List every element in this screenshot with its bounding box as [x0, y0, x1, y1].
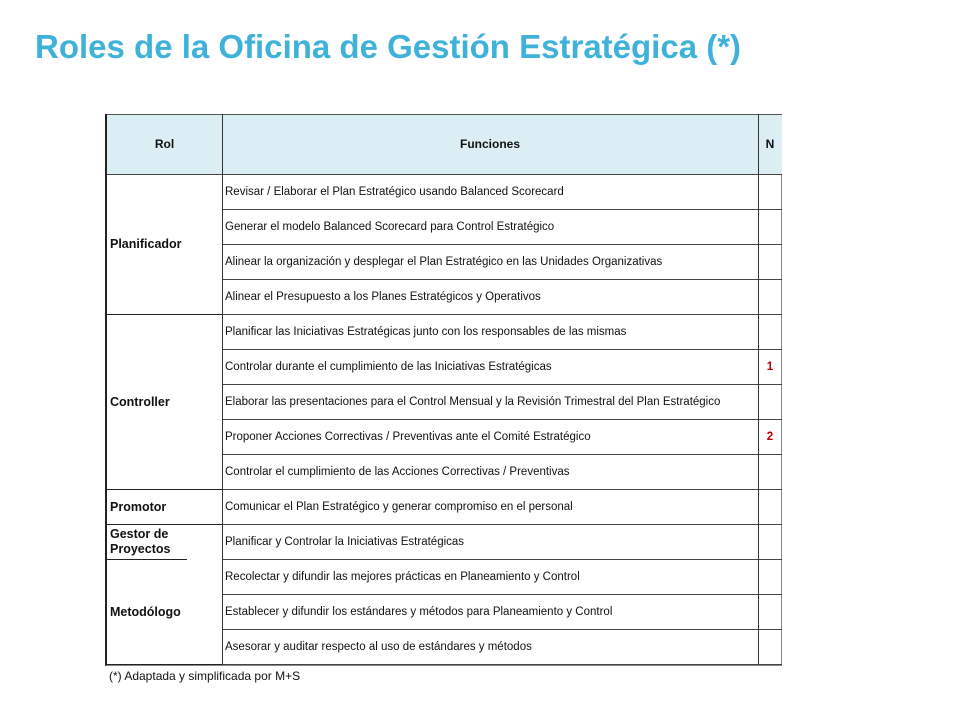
n-cell: [758, 280, 782, 314]
table-row: [222, 420, 782, 455]
n-cell: [758, 315, 782, 349]
function-cell: Controlar el cumplimiento de las Acciones Correctivas / Preventivas: [225, 466, 570, 478]
function-cell: Controlar durante el cumplimiento de las Iniciativas Estratégicas: [225, 361, 552, 373]
table-row: [222, 315, 782, 350]
table-row: [222, 175, 782, 210]
function-cell: Revisar / Elaborar el Plan Estratégico usando Balanced Scorecard: [225, 186, 564, 198]
function-cell: Elaborar las presentaciones para el Control Mensual y la Revisión Trimestral del Plan Estratégico: [225, 396, 721, 408]
n-cell: [758, 210, 782, 244]
function-cell: Asesorar y auditar respecto al uso de estándares y métodos: [225, 641, 532, 653]
n-cell: 1: [766, 361, 774, 373]
header-n: N: [765, 137, 775, 151]
n-cell: [758, 385, 782, 419]
role-cell: Gestor de Proyectos: [107, 525, 187, 560]
table-row: [222, 245, 782, 280]
function-cell: Generar el modelo Balanced Scorecard para Control Estratégico: [225, 221, 555, 233]
n-cell: [758, 245, 782, 279]
n-cell: [758, 525, 782, 559]
table-row: [222, 595, 782, 630]
function-cell: Establecer y difundir los estándares y métodos para Planeamiento y Control: [225, 606, 613, 618]
n-cell: 2: [766, 431, 774, 443]
n-cell: [758, 595, 782, 629]
table-row: [222, 350, 782, 385]
table-row: [222, 385, 782, 420]
table-row: [222, 630, 782, 665]
page-title: Roles de la Oficina de Gestión Estratégica (*): [35, 28, 742, 65]
role-cell: Planificador: [107, 175, 222, 315]
table-row: [222, 455, 782, 490]
function-cell: Alinear la organización y desplegar el Plan Estratégico en las Unidades Organizativas: [225, 256, 663, 268]
function-cell: Planificar las Iniciativas Estratégicas junto con los responsables de las mismas: [225, 326, 627, 338]
table-row: [222, 490, 782, 525]
table-row: [222, 210, 782, 245]
roles-table: [105, 114, 782, 666]
role-cell: Metodólogo: [107, 560, 222, 665]
header-rol: Rol: [154, 137, 175, 151]
function-cell: Alinear el Presupuesto a los Planes Estratégicos y Operativos: [225, 291, 541, 303]
function-cell: Planificar y Controlar la Iniciativas Estratégicas: [225, 536, 465, 548]
n-cell: [758, 490, 782, 524]
n-cell: [758, 175, 782, 209]
column-divider-n: [758, 114, 759, 664]
table-header-row: [107, 114, 782, 175]
n-cell: [758, 455, 782, 489]
table-row: [222, 280, 782, 315]
function-cell: Recolectar y difundir las mejores prácticas en Planeamiento y Control: [225, 571, 580, 583]
footnote: (*) Adaptada y simplificada por M+S: [109, 669, 301, 683]
n-cell: [758, 560, 782, 594]
table-row: [222, 560, 782, 595]
table-row: [222, 525, 782, 560]
column-divider-rol: [222, 114, 223, 664]
role-cell: Controller: [107, 315, 222, 490]
function-cell: Proponer Acciones Correctivas / Preventivas ante el Comité Estratégico: [225, 431, 591, 443]
header-funciones: Funciones: [459, 137, 520, 151]
n-cell: [758, 630, 782, 664]
role-cell: Promotor: [107, 490, 222, 525]
function-cell: Comunicar el Plan Estratégico y generar compromiso en el personal: [225, 501, 573, 513]
